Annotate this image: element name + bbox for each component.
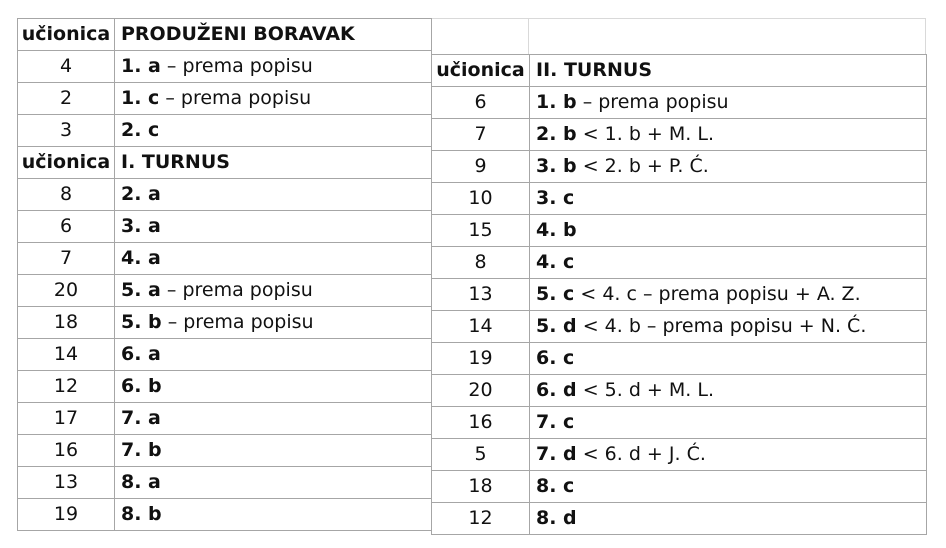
class-cell [115, 307, 432, 339]
table-row [432, 407, 927, 439]
class-cell [530, 503, 927, 535]
class-cell [115, 83, 432, 115]
table-row [18, 307, 432, 339]
class-cell [530, 183, 927, 215]
class-note: < 4. b – prema popisu + N. Ć. [576, 315, 867, 337]
class-cell [115, 435, 432, 467]
room-column-header: učionica [18, 19, 115, 51]
class-label: 1. a [121, 55, 161, 77]
class-label: 2. a [121, 183, 161, 205]
room-number: 12 [18, 371, 115, 403]
room-number: 7 [18, 243, 115, 275]
table-row [432, 503, 927, 535]
class-cell [530, 471, 927, 503]
room-number: 6 [432, 87, 530, 119]
class-label: 4. b [536, 219, 577, 241]
table-row [18, 499, 432, 531]
table-row [432, 439, 927, 471]
room-number: 20 [432, 375, 530, 407]
class-label: 8. d [536, 507, 577, 529]
table-row [432, 279, 927, 311]
room-number: 12 [432, 503, 530, 535]
room-number: 18 [18, 307, 115, 339]
class-label: 8. a [121, 471, 161, 493]
room-number: 2 [18, 83, 115, 115]
class-note: – prema popisu [160, 279, 313, 301]
class-label: 5. d [536, 315, 577, 337]
produzeni-boravak-header [18, 19, 432, 51]
table-row [432, 151, 927, 183]
class-note: – prema popisu [161, 311, 314, 333]
class-label: 8. b [121, 503, 162, 525]
class-label: 5. b [121, 311, 162, 333]
empty-cell [431, 18, 529, 54]
class-cell [115, 403, 432, 435]
table-row [432, 311, 927, 343]
table-row [18, 83, 432, 115]
table-row [432, 119, 927, 151]
class-cell [115, 371, 432, 403]
room-number: 20 [18, 275, 115, 307]
class-cell [115, 243, 432, 275]
class-note: < 6. d + J. Ć. [576, 443, 706, 465]
class-cell [530, 87, 927, 119]
class-label: 7. a [121, 407, 161, 429]
table-row [18, 371, 432, 403]
room-number: 6 [18, 211, 115, 243]
room-number: 8 [18, 179, 115, 211]
room-number: 9 [432, 151, 530, 183]
class-cell [115, 51, 432, 83]
class-note: – prema popisu [159, 87, 312, 109]
room-number: 14 [432, 311, 530, 343]
class-label: 7. d [536, 443, 577, 465]
room-number: 7 [432, 119, 530, 151]
table-row [18, 115, 432, 147]
section-title: I. TURNUS [115, 147, 432, 179]
class-note: – prema popisu [160, 55, 313, 77]
table-row [18, 51, 432, 83]
room-number: 14 [18, 339, 115, 371]
second-shift-header [432, 55, 927, 87]
table-row [18, 211, 432, 243]
class-note: – prema popisu [576, 91, 729, 113]
table-row [432, 471, 927, 503]
room-number: 16 [432, 407, 530, 439]
class-label: 4. c [536, 251, 575, 273]
section-title: PRODUŽENI BORAVAK [115, 19, 432, 51]
table-row [432, 247, 927, 279]
class-label: 7. c [536, 411, 575, 433]
room-number: 10 [432, 183, 530, 215]
room-number: 15 [432, 215, 530, 247]
table-row [432, 215, 927, 247]
class-note: < 2. b + P. Ć. [576, 155, 709, 177]
class-cell [115, 179, 432, 211]
class-label: 4. a [121, 247, 161, 269]
room-column-header: učionica [18, 147, 115, 179]
table-row [432, 183, 927, 215]
class-cell [115, 115, 432, 147]
class-note: < 1. b + M. L. [576, 123, 714, 145]
room-number: 5 [432, 439, 530, 471]
table-row [18, 339, 432, 371]
class-label: 1. c [121, 87, 160, 109]
table-row [432, 343, 927, 375]
left-schedule-table [17, 18, 432, 531]
section-title: II. TURNUS [530, 55, 927, 87]
left-table-body [18, 19, 432, 531]
class-label: 6. c [536, 347, 575, 369]
table-row [18, 435, 432, 467]
class-label: 5. c [536, 283, 575, 305]
class-label: 5. a [121, 279, 161, 301]
class-cell [115, 211, 432, 243]
class-cell [530, 439, 927, 471]
table-row [18, 243, 432, 275]
right-table-body [432, 55, 927, 535]
class-label: 3. c [536, 187, 575, 209]
room-number: 13 [18, 467, 115, 499]
room-number: 3 [18, 115, 115, 147]
first-shift-header [18, 147, 432, 179]
room-number: 4 [18, 51, 115, 83]
class-cell [530, 215, 927, 247]
class-cell [530, 151, 927, 183]
room-number: 19 [432, 343, 530, 375]
table-row [18, 467, 432, 499]
table-row [432, 375, 927, 407]
class-cell [530, 119, 927, 151]
class-label: 6. b [121, 375, 162, 397]
class-cell [530, 279, 927, 311]
class-cell [530, 375, 927, 407]
class-cell [530, 247, 927, 279]
table-row [18, 403, 432, 435]
class-label: 8. c [536, 475, 575, 497]
room-number: 19 [18, 499, 115, 531]
class-cell [115, 339, 432, 371]
class-cell [530, 407, 927, 439]
second-shift-table [431, 54, 927, 535]
empty-header-cells [431, 18, 926, 54]
room-number: 18 [432, 471, 530, 503]
class-note: < 5. d + M. L. [576, 379, 714, 401]
class-label: 2. c [121, 119, 160, 141]
class-label: 6. a [121, 343, 161, 365]
table-row [18, 275, 432, 307]
class-cell [115, 499, 432, 531]
empty-cell [529, 18, 926, 54]
class-label: 2. b [536, 123, 577, 145]
class-label: 3. b [536, 155, 577, 177]
table-row [432, 87, 927, 119]
room-number: 17 [18, 403, 115, 435]
room-column-header: učionica [432, 55, 530, 87]
class-label: 7. b [121, 439, 162, 461]
class-cell [115, 467, 432, 499]
room-number: 16 [18, 435, 115, 467]
class-cell [115, 275, 432, 307]
class-cell [530, 343, 927, 375]
class-cell [530, 311, 927, 343]
table-row [18, 179, 432, 211]
class-note: < 4. c – prema popisu + A. Z. [574, 283, 861, 305]
class-label: 6. d [536, 379, 577, 401]
room-number: 13 [432, 279, 530, 311]
room-number: 8 [432, 247, 530, 279]
class-label: 3. a [121, 215, 161, 237]
class-label: 1. b [536, 91, 577, 113]
